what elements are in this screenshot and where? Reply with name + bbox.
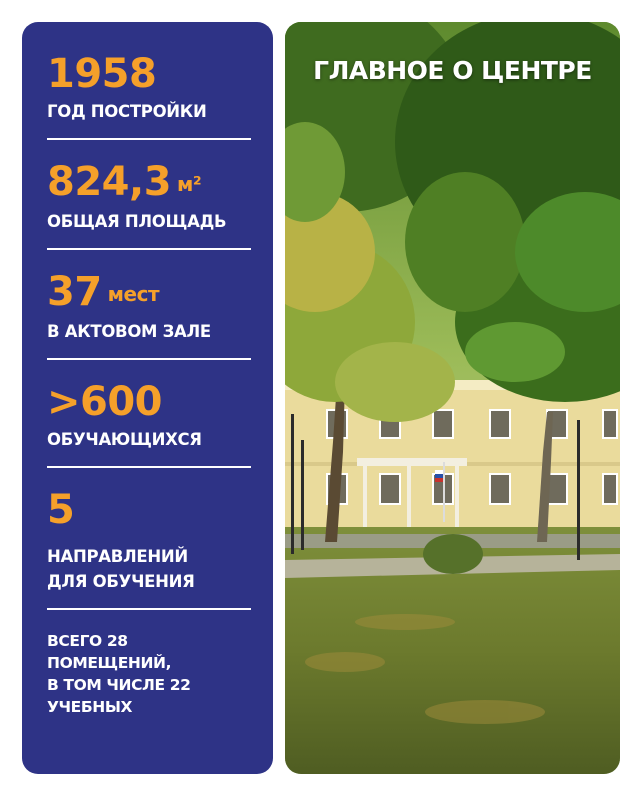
stat-label — [47, 544, 251, 594]
rooms-summary-line1: ВСЕГО 28 ПОМЕЩЕНИЙ, — [47, 632, 172, 672]
stat-value — [47, 270, 251, 316]
divider — [47, 466, 251, 468]
directions-label-line1: НАПРАВЛЕНИЙ — [47, 547, 188, 566]
stat-total-area — [47, 160, 251, 234]
students-value: >600 — [47, 379, 163, 425]
stat-value — [47, 380, 251, 424]
photo-illustration — [285, 22, 620, 774]
divider — [47, 358, 251, 360]
rooms-summary — [47, 630, 251, 718]
stat-students — [47, 380, 251, 452]
building-photo — [285, 22, 620, 774]
stat-label: ОБЩАЯ ПЛОЩАДЬ — [47, 212, 227, 231]
stat-directions — [47, 488, 251, 594]
divider — [47, 248, 251, 250]
stat-label: В АКТОВОМ ЗАЛЕ — [47, 322, 211, 341]
stat-value — [47, 488, 251, 532]
stat-value — [47, 52, 251, 96]
directions-label-line2: ДЛЯ ОБУЧЕНИЯ — [47, 572, 195, 591]
stat-year-built — [47, 52, 251, 124]
seats-unit: мест — [107, 282, 160, 306]
divider — [47, 608, 251, 610]
directions-value: 5 — [47, 487, 75, 533]
divider — [47, 138, 251, 140]
year-value: 1958 — [47, 51, 157, 97]
rooms-summary-line2: В ТОМ ЧИСЛЕ 22 УЧЕБНЫХ — [47, 676, 191, 716]
stat-hall-seats — [47, 270, 251, 344]
stat-label: ГОД ПОСТРОЙКИ — [47, 102, 207, 121]
area-unit: м² — [177, 172, 202, 196]
area-value: 824,3 — [47, 159, 172, 205]
seats-value: 37 — [47, 269, 102, 315]
stat-value — [47, 160, 251, 206]
stats-panel — [22, 22, 273, 774]
photo-title: ГЛАВНОЕ О ЦЕНТРЕ — [313, 56, 592, 85]
stat-label: ОБУЧАЮЩИХСЯ — [47, 430, 202, 449]
